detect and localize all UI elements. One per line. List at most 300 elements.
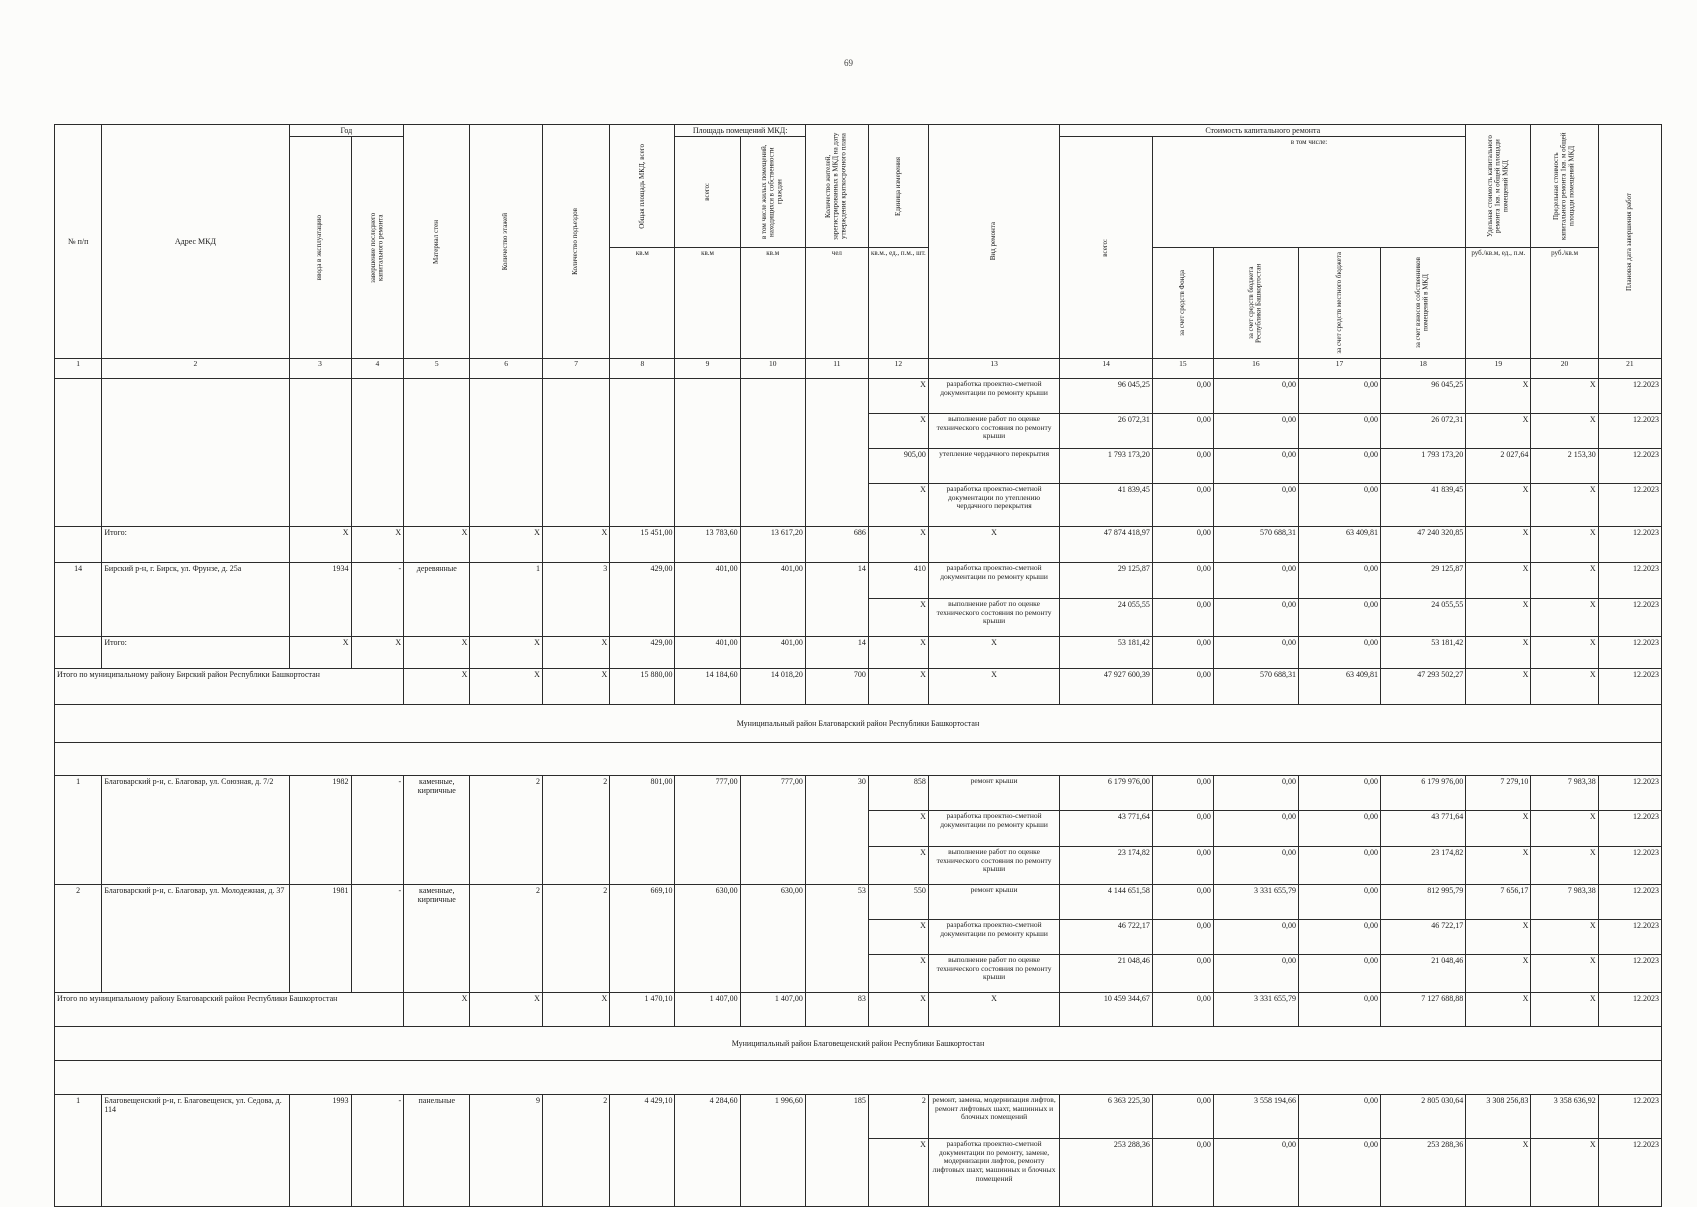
cell-unit-cost: 7 656,17: [1466, 885, 1531, 920]
header-unit-cost: Удельная стоимость капитального ремонта 1кв. м общей площади помещений МКД: [1466, 125, 1531, 248]
cell-unit: X: [868, 414, 928, 449]
cell-deadline: 12.2023: [1598, 484, 1661, 527]
cell-unit: X: [868, 811, 928, 847]
cell-cost-republic: 0,00: [1213, 920, 1298, 955]
cell-entrances: 3: [542, 563, 609, 637]
cell-cost-local: 0,00: [1298, 484, 1380, 527]
col-number: 4: [351, 359, 404, 379]
cell-cost-total: 46 722,17: [1060, 920, 1153, 955]
cell-deadline: 12.2023: [1598, 847, 1661, 885]
header-cost-total: всего:: [1060, 137, 1153, 359]
cell-cost-owners: 29 125,87: [1381, 563, 1466, 599]
district-heading-row: [55, 1027, 1662, 1061]
col-number: 9: [675, 359, 740, 379]
cell-cost-republic: 0,00: [1213, 379, 1298, 414]
unit-measure: кв.м., ед., п.м., шт.: [868, 248, 928, 359]
cell-unit-cost: 2 027,64: [1466, 449, 1531, 484]
cell-cost-owners: 47 240 320,85: [1381, 527, 1466, 563]
cell-cost-owners: 41 839,45: [1381, 484, 1466, 527]
header-premises-total: всего:: [675, 137, 740, 248]
cell-cost-total: 4 144 651,58: [1060, 885, 1153, 920]
cell-cost-republic: 0,00: [1213, 637, 1298, 669]
cell-cost-owners: 47 293 502,27: [1381, 669, 1466, 705]
cell-cost-fund: 0,00: [1152, 563, 1213, 599]
cell-floors: 1: [470, 563, 543, 637]
cell-entrances: X: [542, 527, 609, 563]
cell-floors: 2: [470, 885, 543, 993]
cell-wall-material: каменные, кирпичные: [404, 885, 470, 993]
cell-unit: 2: [868, 1095, 928, 1139]
cell-unit-cost: X: [1466, 379, 1531, 414]
header-cost-owners: за счет взносов собственников помещений в МКД: [1381, 248, 1466, 359]
cell-deadline: 12.2023: [1598, 599, 1661, 637]
cell-cost-local: 0,00: [1298, 885, 1380, 920]
header-cost-group: Стоимость капитального ремонта: [1060, 125, 1466, 137]
cell-cost-owners: 26 072,31: [1381, 414, 1466, 449]
cell-unit-cost: X: [1466, 669, 1531, 705]
cell-cost-total: 43 771,64: [1060, 811, 1153, 847]
cell-work-type: утепление чердачного перекрытия: [928, 449, 1059, 484]
cell-work-type: выполнение работ по оценке технического состояния по ремонту крыши: [928, 847, 1059, 885]
cell-deadline: 12.2023: [1598, 563, 1661, 599]
unit-lc: руб./кв.м: [1531, 248, 1598, 359]
cell-cost-local: 0,00: [1298, 1095, 1380, 1139]
cell-cost-owners: 21 048,46: [1381, 955, 1466, 993]
cell-limit-cost: 2 153,30: [1531, 449, 1598, 484]
col-number: 1: [55, 359, 102, 379]
col-number: 18: [1381, 359, 1466, 379]
cell-premises-residential: 777,00: [740, 776, 805, 885]
cell-deadline: 12.2023: [1598, 414, 1661, 449]
cell-premises-residential: 401,00: [740, 563, 805, 637]
unit-premises-residential: кв.м: [740, 248, 805, 359]
col-number: 20: [1531, 359, 1598, 379]
cell-cost-fund: 0,00: [1152, 1139, 1213, 1207]
cell-year-commission: 1981: [289, 885, 351, 993]
cell-limit-cost: X: [1531, 414, 1598, 449]
cell-unit-cost: X: [1466, 637, 1531, 669]
cell-unit: X: [868, 637, 928, 669]
col-number: 6: [470, 359, 543, 379]
cell-year-commission: 1982: [289, 776, 351, 885]
unit-area: кв.м: [610, 248, 675, 359]
cell-deadline: 12.2023: [1598, 449, 1661, 484]
cell-cost-owners: 2 805 030,64: [1381, 1095, 1466, 1139]
cell-cost-owners: 812 995,79: [1381, 885, 1466, 920]
cell-cost-fund: 0,00: [1152, 637, 1213, 669]
cell-cost-total: 1 793 173,20: [1060, 449, 1153, 484]
cell-cost-total: 41 839,45: [1060, 484, 1153, 527]
cell-cost-owners: 96 045,25: [1381, 379, 1466, 414]
cell-total-area: 801,00: [610, 776, 675, 885]
cell-cost-republic: 570 688,31: [1213, 527, 1298, 563]
cell-unit: X: [868, 599, 928, 637]
cell-cost-republic: 0,00: [1213, 847, 1298, 885]
cell-cost-republic: 0,00: [1213, 484, 1298, 527]
cell-cost-fund: 0,00: [1152, 955, 1213, 993]
cell-cost-fund: 0,00: [1152, 776, 1213, 811]
cell-cost-fund: 0,00: [1152, 847, 1213, 885]
cell-premises-total: 401,00: [675, 637, 740, 669]
col-number: 7: [542, 359, 609, 379]
cell-floors: 9: [470, 1095, 543, 1207]
cell-num: 2: [55, 885, 102, 993]
cell-work-type: ремонт крыши: [928, 885, 1059, 920]
col-number: 10: [740, 359, 805, 379]
cell-cost-republic: 0,00: [1213, 414, 1298, 449]
cell-cost-owners: 1 793 173,20: [1381, 449, 1466, 484]
cell-work-type: X: [928, 669, 1059, 705]
cell-unit: X: [868, 955, 928, 993]
cell-entrances: X: [542, 669, 609, 705]
cell-limit-cost: X: [1531, 379, 1598, 414]
cell-limit-cost: X: [1531, 920, 1598, 955]
cell-cost-owners: 23 174,82: [1381, 847, 1466, 885]
cell-unit-cost: X: [1466, 993, 1531, 1027]
cell-unit: 410: [868, 563, 928, 599]
cell-work-type: разработка проектно-сметной документации по ремонту, замене, модернизации лифтов, ремонту лифтовых шахт, машинных и блочных помещений: [928, 1139, 1059, 1207]
cell-wall-material: каменные, кирпичные: [404, 776, 470, 885]
cell-district-total-label: Итого по муниципальному району Благоварский район Республики Башкортостан: [55, 993, 404, 1027]
cell-subtotal-label: Итого:: [102, 637, 289, 669]
cell-cost-local: 0,00: [1298, 599, 1380, 637]
cell-work-type: выполнение работ по оценке технического состояния по ремонту крыши: [928, 955, 1059, 993]
cell-cost-total: 26 072,31: [1060, 414, 1153, 449]
cell-limit-cost: X: [1531, 484, 1598, 527]
cell-cost-total: 6 363 225,30: [1060, 1095, 1153, 1139]
cell-cost-owners: 53 181,42: [1381, 637, 1466, 669]
cell-total-area: 429,00: [610, 637, 675, 669]
cell-floors: X: [470, 993, 543, 1027]
cell-floors: X: [470, 669, 543, 705]
cell-address: Благоварский р-н, с. Благовар, ул. Союзная, д. 7/2: [102, 776, 289, 885]
cell-work-type: выполнение работ по оценке технического состояния по ремонту крыши: [928, 599, 1059, 637]
col-number: 13: [928, 359, 1059, 379]
cell-entrances: 2: [542, 1095, 609, 1207]
district-heading: Муниципальный район Благовещенский район Республики Башкортостан: [55, 1027, 1662, 1061]
cell-cost-local: 0,00: [1298, 1139, 1380, 1207]
cell-unit-cost: 3 308 256,83: [1466, 1095, 1531, 1139]
header-cost-republic: за счет средств бюджета Республики Башкортостан: [1213, 248, 1298, 359]
cell-premises-total: 401,00: [675, 563, 740, 637]
cell-num: 1: [55, 776, 102, 885]
cell-cost-republic: 0,00: [1213, 1139, 1298, 1207]
cell-unit: X: [868, 1139, 928, 1207]
spacer-row: [55, 1061, 1662, 1095]
cell-entrances: 2: [542, 885, 609, 993]
cell-work-type: ремонт, замена, модернизация лифтов, ремонт лифтовых шахт, машинных и блочных помещений: [928, 1095, 1059, 1139]
cell-num: 1: [55, 1095, 102, 1207]
cell-total-area: 15 880,00: [610, 669, 675, 705]
cell-work-type: X: [928, 527, 1059, 563]
header-cost-local: за счет средств местного бюджета: [1298, 248, 1380, 359]
cell-wall-material: X: [404, 993, 470, 1027]
cell-unit-cost: X: [1466, 484, 1531, 527]
cell-limit-cost: X: [1531, 563, 1598, 599]
cell-cost-fund: 0,00: [1152, 414, 1213, 449]
cell-cost-owners: 6 179 976,00: [1381, 776, 1466, 811]
cell-work-type: ремонт крыши: [928, 776, 1059, 811]
cell-unit-cost: X: [1466, 563, 1531, 599]
cell-floors: 2: [470, 776, 543, 885]
cell-cost-fund: 0,00: [1152, 484, 1213, 527]
cell-cost-local: 0,00: [1298, 920, 1380, 955]
cell-cost-total: 24 055,55: [1060, 599, 1153, 637]
cell-cost-fund: 0,00: [1152, 885, 1213, 920]
cell-work-type: X: [928, 637, 1059, 669]
col-number: 11: [805, 359, 868, 379]
cell-year-last-repair: -: [351, 1095, 404, 1207]
cell-limit-cost: X: [1531, 811, 1598, 847]
cell-limit-cost: 7 983,38: [1531, 885, 1598, 920]
cell-address: Благовещенский р-н, г. Благовещенск, ул. Седова, д. 114: [102, 1095, 289, 1207]
header-deadline: Плановая дата завершения работ: [1598, 125, 1661, 359]
header-unit-measure: Единица измерения: [868, 125, 928, 248]
cell-cost-fund: 0,00: [1152, 379, 1213, 414]
cell-subtotal-label: Итого:: [102, 527, 289, 563]
cell-deadline: 12.2023: [1598, 379, 1661, 414]
cell-year-last-repair: -: [351, 563, 404, 637]
header-entrances: Количество подъездов: [542, 125, 609, 359]
col-number: 21: [1598, 359, 1661, 379]
cell-cost-fund: 0,00: [1152, 527, 1213, 563]
cell-cost-republic: 3 331 655,79: [1213, 993, 1298, 1027]
cell-cost-local: 63 409,81: [1298, 527, 1380, 563]
cell-work-type: разработка проектно-сметной документации по ремонту крыши: [928, 563, 1059, 599]
col-number: 2: [102, 359, 289, 379]
cell-unit: X: [868, 847, 928, 885]
cell-residents: 14: [805, 637, 868, 669]
unit-premises-total: кв.м: [675, 248, 740, 359]
cell-unit-cost: X: [1466, 920, 1531, 955]
header-total-area: Общая площадь МКД, всего: [610, 125, 675, 248]
cell-unit: X: [868, 379, 928, 414]
table-row: [55, 563, 1662, 599]
cell-unit-cost: X: [1466, 414, 1531, 449]
cell-residents: 30: [805, 776, 868, 885]
cell-cost-total: 23 174,82: [1060, 847, 1153, 885]
cell-unit: 905,00: [868, 449, 928, 484]
header-cost-incl: в том числе:: [1152, 137, 1465, 248]
cell-entrances: X: [542, 993, 609, 1027]
cell-cost-local: 0,00: [1298, 811, 1380, 847]
cell-residents: 83: [805, 993, 868, 1027]
cell-cost-fund: 0,00: [1152, 599, 1213, 637]
cell-limit-cost: X: [1531, 669, 1598, 705]
cell-unit: X: [868, 484, 928, 527]
col-number: 16: [1213, 359, 1298, 379]
cell-limit-cost: 3 358 636,92: [1531, 1095, 1598, 1139]
cell-wall-material: X: [404, 669, 470, 705]
cell-premises-total: 4 284,60: [675, 1095, 740, 1207]
cell-unit: X: [868, 527, 928, 563]
cell-cost-republic: 3 558 194,66: [1213, 1095, 1298, 1139]
col-number: 15: [1152, 359, 1213, 379]
cell-premises-residential: 401,00: [740, 637, 805, 669]
cell-premises-total: 777,00: [675, 776, 740, 885]
cell-premises-total: 1 407,00: [675, 993, 740, 1027]
cell-year-last-repair: X: [351, 637, 404, 669]
cell-unit-cost: X: [1466, 599, 1531, 637]
cell-cost-local: 0,00: [1298, 563, 1380, 599]
cell-wall-material: панельные: [404, 1095, 470, 1207]
col-number: 5: [404, 359, 470, 379]
cell-deadline: 12.2023: [1598, 885, 1661, 920]
table-row: [55, 885, 1662, 920]
cell-total-area: 15 451,00: [610, 527, 675, 563]
cell-cost-republic: 570 688,31: [1213, 669, 1298, 705]
cell-unit: X: [868, 920, 928, 955]
cell-cost-fund: 0,00: [1152, 920, 1213, 955]
cell-wall-material: деревянные: [404, 563, 470, 637]
cell-cost-owners: 7 127 688,88: [1381, 993, 1466, 1027]
cell-district-total-label: Итого по муниципальному району Бирский район Республики Башкортостан: [55, 669, 404, 705]
cell-cost-fund: 0,00: [1152, 993, 1213, 1027]
cell-cost-republic: 0,00: [1213, 811, 1298, 847]
cell-entrances: X: [542, 637, 609, 669]
col-number: 8: [610, 359, 675, 379]
cell-cost-republic: 0,00: [1213, 776, 1298, 811]
cell-deadline: 12.2023: [1598, 1095, 1661, 1139]
cell-cost-owners: 24 055,55: [1381, 599, 1466, 637]
cell-premises-residential: 13 617,20: [740, 527, 805, 563]
cell-wall-material: X: [404, 527, 470, 563]
cell-floors: X: [470, 637, 543, 669]
cell-premises-residential: 630,00: [740, 885, 805, 993]
header-num: № п/п: [55, 125, 102, 359]
cell-cost-owners: 46 722,17: [1381, 920, 1466, 955]
cell-cost-republic: 0,00: [1213, 955, 1298, 993]
header-year-group: Год: [289, 125, 404, 137]
cell-limit-cost: 7 983,38: [1531, 776, 1598, 811]
capital-repair-register-table: [54, 124, 1662, 1207]
cell-cost-total: 47 927 600,39: [1060, 669, 1153, 705]
cell-residents: 14: [805, 563, 868, 637]
district-total-row: [55, 669, 1662, 705]
cell-residents: 53: [805, 885, 868, 993]
cell-unit-cost: X: [1466, 847, 1531, 885]
cell-deadline: 12.2023: [1598, 920, 1661, 955]
cell-deadline: 12.2023: [1598, 637, 1661, 669]
cell-cost-republic: 0,00: [1213, 563, 1298, 599]
cell-entrances: 2: [542, 776, 609, 885]
cell-unit: X: [868, 993, 928, 1027]
cell-unit: X: [868, 669, 928, 705]
cell-unit-cost: X: [1466, 955, 1531, 993]
cell-unit-cost: 7 279,10: [1466, 776, 1531, 811]
cell-year-last-repair: X: [351, 527, 404, 563]
cell-cost-local: 0,00: [1298, 449, 1380, 484]
cell-cost-total: 6 179 976,00: [1060, 776, 1153, 811]
cell-cost-total: 253 288,36: [1060, 1139, 1153, 1207]
cell-deadline: 12.2023: [1598, 527, 1661, 563]
cell-deadline: 12.2023: [1598, 669, 1661, 705]
cell-deadline: 12.2023: [1598, 811, 1661, 847]
cell-work-type: разработка проектно-сметной документации по ремонту крыши: [928, 811, 1059, 847]
cell-deadline: 12.2023: [1598, 955, 1661, 993]
cell-address: Благоварский р-н, с. Благовар, ул. Молодежная, д. 37: [102, 885, 289, 993]
subtotal-row: [55, 527, 1662, 563]
cell-limit-cost: X: [1531, 527, 1598, 563]
cell-residents: 185: [805, 1095, 868, 1207]
subtotal-row: [55, 637, 1662, 669]
unit-uc: руб./кв.м, ед., п.м.: [1466, 248, 1531, 359]
header-floors: Количество этажей: [470, 125, 543, 359]
header-year-commission: ввода в эксплуатацию: [289, 137, 351, 359]
cell-year-last-repair: -: [351, 776, 404, 885]
cell-work-type: выполнение работ по оценке технического состояния по ремонту крыши: [928, 414, 1059, 449]
cell-floors: X: [470, 527, 543, 563]
header-year-last-repair: завершение последнего капитального ремонта: [351, 137, 404, 359]
cell-cost-republic: 3 331 655,79: [1213, 885, 1298, 920]
cell-work-type: разработка проектно-сметной документации по утеплению чердачного перекрытия: [928, 484, 1059, 527]
col-number: 12: [868, 359, 928, 379]
cell-work-type: X: [928, 993, 1059, 1027]
header-premises-residential: в том числе жилых помещений, находящихся в собственности граждан: [740, 137, 805, 248]
district-total-row: [55, 993, 1662, 1027]
cell-unit: 858: [868, 776, 928, 811]
cell-unit-cost: X: [1466, 1139, 1531, 1207]
cell-deadline: 12.2023: [1598, 776, 1661, 811]
column-number-row: [55, 359, 1662, 379]
cell-total-area: 429,00: [610, 563, 675, 637]
cell-cost-total: 29 125,87: [1060, 563, 1153, 599]
cell-cost-total: 21 048,46: [1060, 955, 1153, 993]
col-number: 17: [1298, 359, 1380, 379]
page-number: 69: [844, 58, 853, 68]
header-wall-material: Материал стен: [404, 125, 470, 359]
cell-cost-total: 47 874 418,97: [1060, 527, 1153, 563]
cell-cost-total: 96 045,25: [1060, 379, 1153, 414]
cell-num: 14: [55, 563, 102, 637]
cell-cost-local: 0,00: [1298, 847, 1380, 885]
cell-cost-local: 0,00: [1298, 637, 1380, 669]
cell-premises-residential: 1 996,60: [740, 1095, 805, 1207]
header-residents: Количество жителей, зарегистрированных в МКД на дату утверждения краткосрочного плана: [805, 125, 868, 248]
district-heading-row: [55, 705, 1662, 743]
cell-cost-local: 0,00: [1298, 993, 1380, 1027]
col-number: 3: [289, 359, 351, 379]
cell-limit-cost: X: [1531, 599, 1598, 637]
cell-cost-owners: 43 771,64: [1381, 811, 1466, 847]
cell-premises-total: 630,00: [675, 885, 740, 993]
cell-cost-owners: 253 288,36: [1381, 1139, 1466, 1207]
cell-year-last-repair: -: [351, 885, 404, 993]
cell-work-type: разработка проектно-сметной документации по ремонту крыши: [928, 379, 1059, 414]
header-limit-cost: Предельная стоимость капитального ремонта 1кв. м общей площади помещений МКД: [1531, 125, 1598, 248]
cell-cost-local: 0,00: [1298, 414, 1380, 449]
cell-year-commission: X: [289, 637, 351, 669]
table-row: [55, 379, 1662, 414]
header-row-1: [55, 125, 1662, 137]
cell-cost-local: 63 409,81: [1298, 669, 1380, 705]
district-heading: Муниципальный район Благоварский район Республики Башкортостан: [55, 705, 1662, 743]
cell-cost-total: 10 459 344,67: [1060, 993, 1153, 1027]
header-cost-fund: за счет средств Фонда: [1152, 248, 1213, 359]
cell-premises-total: 14 184,60: [675, 669, 740, 705]
cell-limit-cost: X: [1531, 847, 1598, 885]
cell-premises-total: 13 783,60: [675, 527, 740, 563]
cell-cost-local: 0,00: [1298, 776, 1380, 811]
cell-unit: 550: [868, 885, 928, 920]
cell-unit-cost: X: [1466, 811, 1531, 847]
cell-year-commission: 1993: [289, 1095, 351, 1207]
cell-residents: 686: [805, 527, 868, 563]
header-work-type: Вид ремонта: [928, 125, 1059, 359]
cell-cost-republic: 0,00: [1213, 449, 1298, 484]
cell-deadline: 12.2023: [1598, 1139, 1661, 1207]
cell-premises-residential: 1 407,00: [740, 993, 805, 1027]
